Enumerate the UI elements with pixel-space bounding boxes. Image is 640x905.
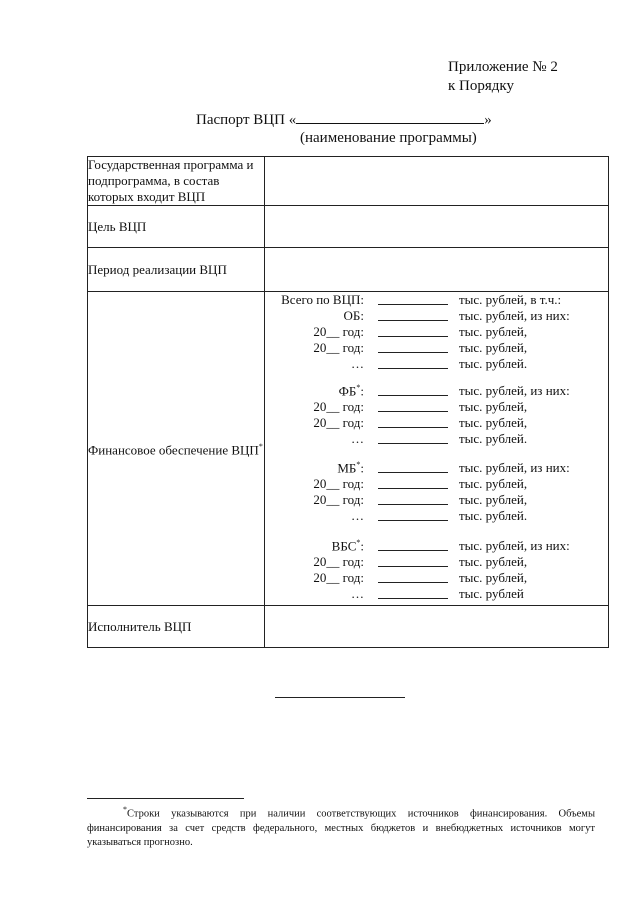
amount-unit: тыс. рублей.: [459, 356, 528, 371]
financing-row: [265, 308, 609, 324]
financing-source-text: 20__ год:: [313, 570, 364, 585]
amount-unit: тыс. рублей: [459, 586, 524, 601]
financing-row: [265, 586, 609, 602]
amount-blank[interactable]: [378, 395, 448, 396]
financing-footnote-mark: *: [258, 441, 263, 451]
amount-blank[interactable]: [378, 304, 448, 305]
financing-source-label: [313, 340, 364, 356]
financing-source-text: …: [351, 586, 364, 601]
footnote-mark: *: [356, 383, 361, 392]
financing-source-label: [281, 292, 364, 308]
amount-unit: тыс. рублей,: [459, 476, 528, 491]
table-row: [88, 157, 609, 206]
amount-unit: тыс. рублей,: [459, 324, 528, 339]
financing-source-text: ОБ:: [343, 308, 364, 323]
amount-unit: тыс. рублей,: [459, 570, 528, 585]
financing-source-text: МБ: [337, 460, 357, 476]
financing-source-label: [351, 431, 364, 447]
amount-unit: тыс. рублей,: [459, 554, 528, 569]
financing-row: [265, 383, 609, 399]
title-prefix: Паспорт ВЦП «: [196, 112, 297, 128]
appendix-header: [448, 58, 558, 96]
financing-source-label: [313, 476, 364, 492]
label-colon: :: [360, 460, 364, 476]
amount-blank[interactable]: [378, 411, 448, 412]
financing-source-text: 20__ год:: [313, 399, 364, 414]
financing-row: [265, 538, 609, 554]
amount-blank[interactable]: [378, 598, 448, 599]
financing-source-label: [313, 324, 364, 340]
financing-row: [265, 476, 609, 492]
amount-unit: тыс. рублей,: [459, 415, 528, 430]
period-label: Период реализации ВЦП: [88, 248, 265, 292]
passport-title: [196, 111, 492, 129]
footnote-separator-line: [87, 798, 244, 799]
financing-source-text: 20__ год:: [313, 476, 364, 491]
financing-source-label: [351, 356, 364, 372]
amount-blank[interactable]: [378, 320, 448, 321]
financing-row: [265, 460, 609, 476]
financing-source-text: 20__ год:: [313, 492, 364, 507]
financing-source-label: [313, 492, 364, 508]
period-value[interactable]: [265, 248, 609, 292]
end-separator-line: [275, 697, 405, 698]
amount-unit: тыс. рублей.: [459, 431, 528, 446]
program-name-blank[interactable]: [296, 111, 484, 124]
financing-source-text: …: [351, 356, 364, 371]
amount-blank[interactable]: [378, 566, 448, 567]
financing-row: [265, 340, 609, 356]
financing-row: [265, 554, 609, 570]
amount-blank[interactable]: [378, 520, 448, 521]
financing-row: [265, 570, 609, 586]
financing-source-label: [313, 554, 364, 570]
amount-unit: тыс. рублей, в т.ч.:: [459, 292, 562, 307]
financing-source-label: [313, 399, 364, 415]
amount-blank[interactable]: [378, 336, 448, 337]
financing-row: [265, 292, 609, 308]
amount-unit: тыс. рублей, из них:: [459, 308, 570, 323]
financing-source-text: 20__ год:: [313, 554, 364, 569]
financing-source-text: 20__ год:: [313, 324, 364, 339]
goal-value[interactable]: [265, 206, 609, 248]
financing-source-label: [313, 415, 364, 431]
financing-source-label: [339, 383, 364, 399]
table-row: [88, 206, 609, 248]
label-colon: :: [360, 383, 364, 399]
financing-source-text: Всего по ВЦП:: [281, 292, 364, 307]
state-program-value[interactable]: [265, 157, 609, 206]
amount-unit: тыс. рублей.: [459, 508, 528, 523]
financing-source-text: 20__ год:: [313, 340, 364, 355]
table-row: [88, 248, 609, 292]
financing-row: [265, 324, 609, 340]
financing-row: [265, 356, 609, 372]
amount-unit: тыс. рублей,: [459, 340, 528, 355]
financing-source-text: …: [351, 508, 364, 523]
footnote: [87, 803, 595, 850]
title-suffix: »: [484, 112, 492, 128]
financing-row: [265, 399, 609, 415]
financing-source-label: [351, 508, 364, 524]
financing-source-label: [344, 308, 364, 324]
program-name-caption: (наименование программы): [300, 130, 477, 146]
amount-blank[interactable]: [378, 504, 448, 505]
executor-label: Исполнитель ВЦП: [88, 606, 265, 648]
financing-source-label: [313, 570, 364, 586]
financing-label: [88, 292, 265, 606]
financing-row: [265, 508, 609, 524]
financing-breakdown: [265, 292, 608, 605]
financing-source-text: …: [351, 431, 364, 446]
appendix-number: Приложение № 2: [448, 59, 558, 75]
appendix-reference: к Порядку: [448, 78, 514, 94]
amount-blank[interactable]: [378, 427, 448, 428]
amount-blank[interactable]: [378, 472, 448, 473]
state-program-label: Государственная программа и подпрограмма, в состав которых входит ВЦП: [88, 157, 265, 206]
footnote-mark: *: [356, 460, 361, 469]
amount-unit: тыс. рублей,: [459, 492, 528, 507]
amount-unit: тыс. рублей, из них:: [459, 460, 570, 475]
amount-blank[interactable]: [378, 368, 448, 369]
financing-row: [265, 415, 609, 431]
financing-row: [265, 431, 609, 447]
amount-blank[interactable]: [378, 550, 448, 551]
financing-source-text: 20__ год:: [313, 415, 364, 430]
financing-source-label: [351, 586, 364, 602]
amount-unit: тыс. рублей, из них:: [459, 383, 570, 398]
financing-source-text: ФБ: [338, 383, 357, 399]
amount-unit: тыс. рублей,: [459, 399, 528, 414]
label-colon: :: [360, 538, 364, 554]
financing-source-label: [337, 460, 364, 476]
table-row: [88, 606, 609, 648]
financing-value: [265, 292, 609, 606]
financing-source-label: [332, 538, 364, 554]
amount-blank[interactable]: [378, 582, 448, 583]
financing-row: [265, 492, 609, 508]
financing-label-text: Финансовое обеспечение ВЦП: [88, 442, 259, 458]
footnote-mark: *: [356, 538, 361, 547]
amount-blank[interactable]: [378, 488, 448, 489]
executor-value[interactable]: [265, 606, 609, 648]
financing-source-text: ВБС: [331, 538, 357, 554]
goal-label: Цель ВЦП: [88, 206, 265, 248]
footnote-text: Строки указываются при наличии соответствующих источников финансирования. Объемы финансирования за счет средств федерального, местных бюджетов и внебюджетных источников могут указываться прогнозно.: [87, 808, 595, 848]
footnote-mark: *: [123, 805, 127, 814]
table-row: [88, 292, 609, 606]
amount-blank[interactable]: [378, 443, 448, 444]
amount-blank[interactable]: [378, 352, 448, 353]
amount-unit: тыс. рублей, из них:: [459, 538, 570, 553]
passport-table: [87, 156, 609, 648]
